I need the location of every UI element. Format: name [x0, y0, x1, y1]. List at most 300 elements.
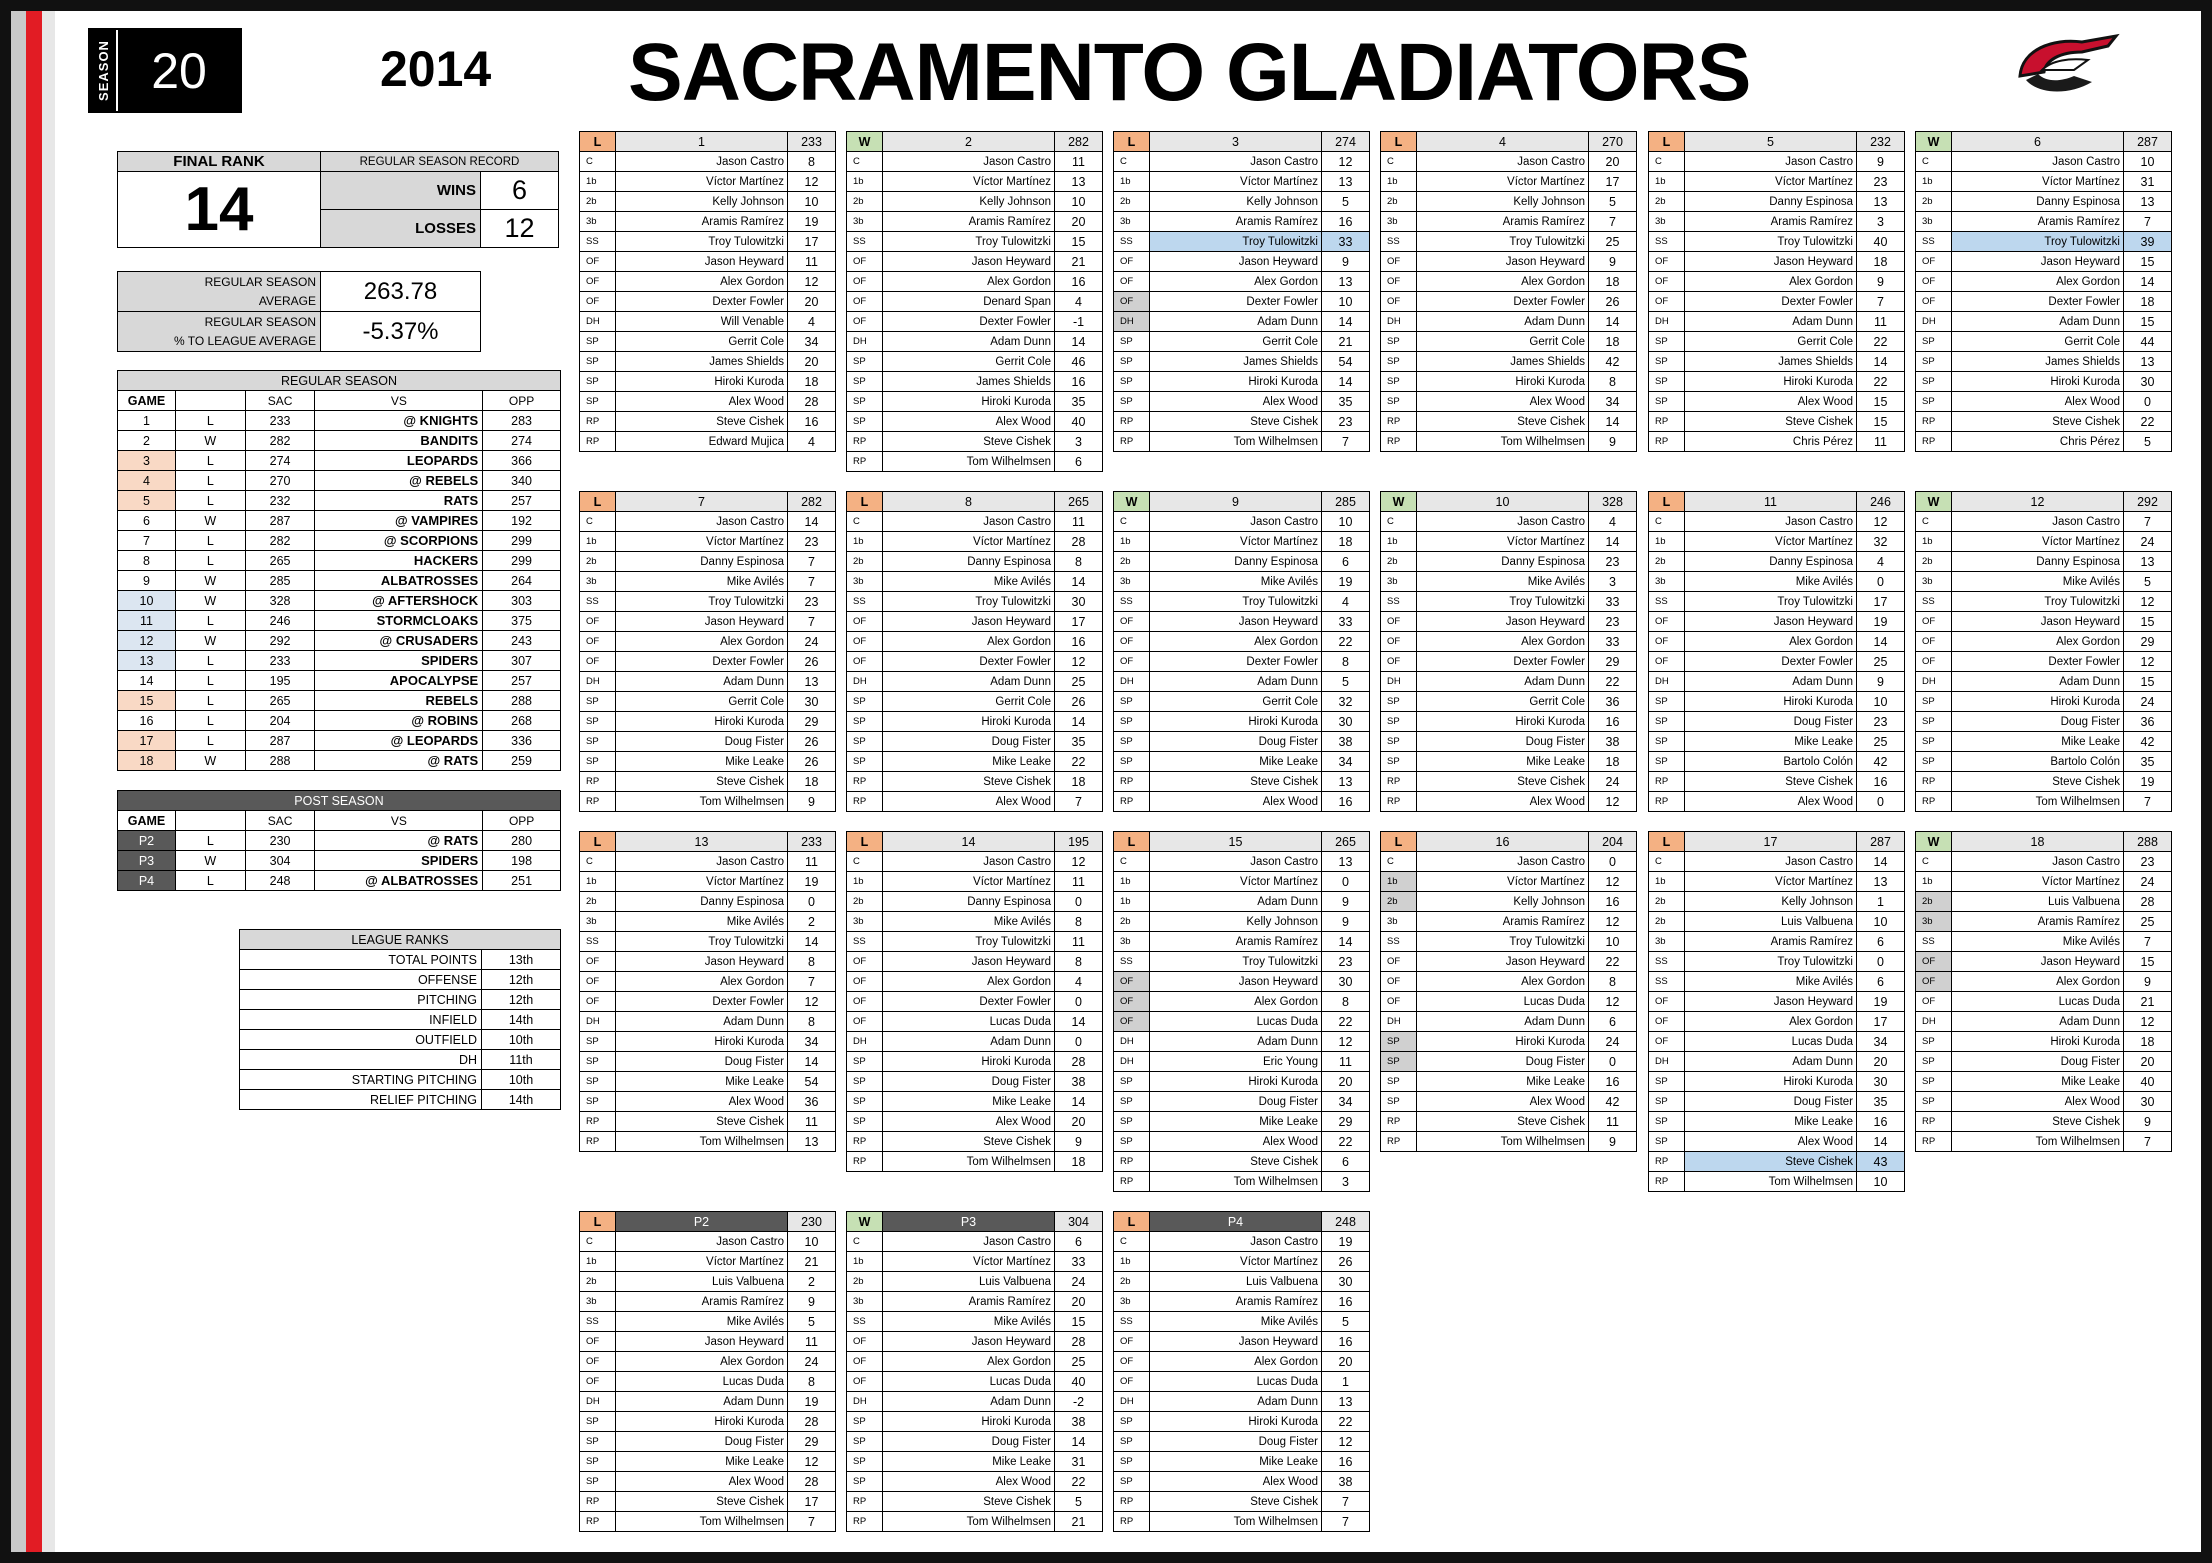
game-number: 15 — [118, 691, 176, 711]
player-position: 3b — [1114, 572, 1150, 592]
player-points: 12 — [788, 272, 836, 292]
player-position: SP — [1916, 372, 1952, 392]
sac-score: 288 — [245, 751, 315, 771]
wins-label: WINS — [321, 172, 481, 210]
player-row — [1114, 652, 1370, 672]
game-total: 304 — [1055, 1212, 1103, 1232]
player-points: 14 — [788, 1052, 836, 1072]
game-number: 6 — [118, 511, 176, 531]
player-name: Aramis Ramírez — [616, 1292, 788, 1312]
player-row — [1114, 432, 1370, 452]
player-name: James Shields — [883, 372, 1055, 392]
player-position: C — [1381, 512, 1417, 532]
player-position: SP — [1916, 712, 1952, 732]
player-points: 54 — [788, 1072, 836, 1092]
game-total: 328 — [1589, 492, 1637, 512]
player-position: OF — [1649, 992, 1685, 1012]
player-name: Danny Espinosa — [1952, 552, 2124, 572]
player-name: Danny Espinosa — [1685, 192, 1857, 212]
player-position: OF — [1916, 292, 1952, 312]
sac-score: 285 — [245, 571, 315, 591]
player-row — [580, 1112, 836, 1132]
player-name: Troy Tulowitzki — [1150, 952, 1322, 972]
player-position: 3b — [1916, 912, 1952, 932]
opp-score: 288 — [483, 691, 561, 711]
player-name: Doug Fister — [1150, 732, 1322, 752]
player-name: James Shields — [1417, 352, 1589, 372]
player-name: Aramis Ramírez — [1952, 212, 2124, 232]
player-row — [580, 752, 836, 772]
player-points: 33 — [1322, 612, 1370, 632]
game-result: W — [847, 132, 883, 152]
player-name: Dexter Fowler — [1685, 652, 1857, 672]
player-position: 3b — [847, 912, 883, 932]
player-row — [847, 1392, 1103, 1412]
player-position: SS — [1381, 592, 1417, 612]
player-points: 30 — [1322, 1272, 1370, 1292]
player-row — [1114, 1372, 1370, 1392]
player-points: 24 — [788, 632, 836, 652]
player-name: Adam Dunn — [1685, 312, 1857, 332]
player-position: OF — [1114, 272, 1150, 292]
game-number: P3 — [118, 851, 176, 871]
player-position: OF — [847, 252, 883, 272]
player-points: 14 — [788, 932, 836, 952]
player-points: 29 — [788, 1432, 836, 1452]
player-points: 20 — [1589, 152, 1637, 172]
player-points: 24 — [788, 1352, 836, 1372]
game-result: L — [175, 551, 245, 571]
player-name: Alex Gordon — [1150, 632, 1322, 652]
player-points: 11 — [1055, 152, 1103, 172]
player-row — [1114, 692, 1370, 712]
player-position: SP — [1114, 732, 1150, 752]
player-name: Jason Castro — [1150, 1232, 1322, 1252]
game-result: W — [1916, 492, 1952, 512]
game-total: 233 — [788, 832, 836, 852]
player-name: Alex Wood — [883, 1112, 1055, 1132]
player-row — [1381, 392, 1637, 412]
player-name: Alex Wood — [883, 412, 1055, 432]
rank-category: OUTFIELD — [240, 1030, 482, 1050]
player-row — [580, 712, 836, 732]
player-position: SP — [1381, 732, 1417, 752]
player-row — [1649, 1092, 1905, 1112]
player-name: Aramis Ramírez — [883, 1292, 1055, 1312]
player-name: Jason Castro — [1150, 152, 1322, 172]
player-row — [580, 872, 836, 892]
player-position: 1b — [847, 872, 883, 892]
player-points: 22 — [2124, 412, 2172, 432]
player-row — [847, 1452, 1103, 1472]
player-points: 16 — [1857, 1112, 1905, 1132]
player-name: Doug Fister — [1952, 1052, 2124, 1072]
player-points: 40 — [1857, 232, 1905, 252]
player-row — [580, 552, 836, 572]
game-number: 9 — [118, 571, 176, 591]
player-name: Hiroki Kuroda — [616, 1412, 788, 1432]
player-name: Víctor Martínez — [616, 872, 788, 892]
player-points: 7 — [2124, 1132, 2172, 1152]
player-points: 4 — [1055, 292, 1103, 312]
player-name: Doug Fister — [1150, 1432, 1322, 1452]
player-name: Alex Gordon — [1417, 272, 1589, 292]
player-name: Víctor Martínez — [1952, 532, 2124, 552]
final-rank: 14 — [118, 172, 321, 248]
regular-season-row — [118, 631, 561, 651]
player-points: 22 — [1322, 632, 1370, 652]
regular-season-row — [118, 511, 561, 531]
rank-value: 13th — [482, 950, 561, 970]
player-name: Gerrit Cole — [1417, 692, 1589, 712]
player-name: Hiroki Kuroda — [1417, 372, 1589, 392]
player-points: 9 — [1589, 252, 1637, 272]
player-name: Alex Gordon — [1952, 272, 2124, 292]
player-name: Alex Wood — [1952, 1092, 2124, 1112]
player-name: Chris Pérez — [1952, 432, 2124, 452]
player-name: Lucas Duda — [883, 1012, 1055, 1032]
player-row — [1381, 272, 1637, 292]
col-header: SAC — [245, 391, 315, 411]
player-row — [1916, 212, 2172, 232]
player-position: 2b — [847, 192, 883, 212]
player-points: 40 — [1055, 412, 1103, 432]
player-position: SS — [1649, 592, 1685, 612]
player-name: Tom Wilhelmsen — [616, 1132, 788, 1152]
player-position: OF — [1916, 952, 1952, 972]
player-position: SP — [1381, 712, 1417, 732]
player-points: 28 — [1055, 1332, 1103, 1352]
player-points: 19 — [788, 1392, 836, 1412]
player-position: OF — [580, 1332, 616, 1352]
player-row — [1649, 212, 1905, 232]
player-row — [1649, 1132, 1905, 1152]
col-header: OPP — [483, 391, 561, 411]
player-name: Bartolo Colón — [1952, 752, 2124, 772]
player-row — [1649, 192, 1905, 212]
game-number: 11 — [118, 611, 176, 631]
player-position: C — [1649, 152, 1685, 172]
opponent: @ RATS — [315, 751, 483, 771]
player-name: Troy Tulowitzki — [1417, 232, 1589, 252]
player-points: 2 — [788, 912, 836, 932]
player-row — [580, 1092, 836, 1112]
game-number: 18 — [1952, 832, 2124, 852]
player-points: 34 — [1857, 1032, 1905, 1052]
player-position: C — [1649, 852, 1685, 872]
player-points: 38 — [1055, 1412, 1103, 1432]
player-name: Lucas Duda — [1952, 992, 2124, 1012]
player-row — [847, 1492, 1103, 1512]
player-points: 12 — [1857, 512, 1905, 532]
player-position: 2b — [580, 192, 616, 212]
player-points: 29 — [788, 712, 836, 732]
player-row — [1114, 292, 1370, 312]
player-row — [580, 572, 836, 592]
player-position: 3b — [1381, 572, 1417, 592]
player-points: 38 — [1322, 732, 1370, 752]
player-points: 30 — [788, 692, 836, 712]
player-name: Gerrit Cole — [1952, 332, 2124, 352]
player-name: Doug Fister — [1685, 1092, 1857, 1112]
player-points: 14 — [1857, 1132, 1905, 1152]
player-row — [1381, 632, 1637, 652]
player-row — [847, 532, 1103, 552]
game-total: 232 — [1857, 132, 1905, 152]
rank-category: STARTING PITCHING — [240, 1070, 482, 1090]
player-position: OF — [580, 992, 616, 1012]
league-rank-row — [240, 990, 561, 1010]
player-points: 9 — [1857, 272, 1905, 292]
player-position: SS — [847, 592, 883, 612]
player-points: 9 — [1589, 432, 1637, 452]
regular-season-row — [118, 611, 561, 631]
game-total: 230 — [788, 1212, 836, 1232]
player-points: 8 — [1055, 912, 1103, 932]
player-name: Jason Castro — [883, 852, 1055, 872]
game-number: 13 — [118, 651, 176, 671]
game-total: 265 — [1055, 492, 1103, 512]
player-position: OF — [1381, 952, 1417, 972]
player-points: 21 — [788, 1252, 836, 1272]
player-position: OF — [1381, 252, 1417, 272]
player-points: 7 — [1857, 292, 1905, 312]
player-points: 18 — [788, 772, 836, 792]
player-name: Alex Gordon — [616, 632, 788, 652]
player-points: 11 — [1857, 312, 1905, 332]
player-row — [580, 412, 836, 432]
regular-season-row — [118, 591, 561, 611]
player-points: 22 — [1322, 1012, 1370, 1032]
player-points: 33 — [1055, 1252, 1103, 1272]
player-points: 10 — [1857, 1172, 1905, 1192]
player-position: OF — [847, 312, 883, 332]
player-row — [847, 1092, 1103, 1112]
player-row — [847, 712, 1103, 732]
player-points: 20 — [1055, 1112, 1103, 1132]
player-points: 0 — [1055, 992, 1103, 1012]
player-position: C — [847, 1232, 883, 1252]
player-row — [847, 232, 1103, 252]
player-position: 1b — [580, 872, 616, 892]
player-name: Mike Leake — [1150, 1112, 1322, 1132]
player-position: RP — [580, 432, 616, 452]
player-name: Mike Leake — [1150, 1452, 1322, 1472]
player-name: Steve Cishek — [1150, 412, 1322, 432]
player-position: RP — [1381, 1132, 1417, 1152]
player-points: 38 — [1055, 1072, 1103, 1092]
player-points: 25 — [2124, 912, 2172, 932]
league-rank-row — [240, 1070, 561, 1090]
player-row — [1114, 1452, 1370, 1472]
player-position: OF — [1916, 612, 1952, 632]
player-position: SP — [847, 712, 883, 732]
opp-score: 336 — [483, 731, 561, 751]
player-name: Luis Valbuena — [1685, 912, 1857, 932]
player-row — [1649, 412, 1905, 432]
season-badge — [88, 28, 242, 113]
player-row — [1114, 572, 1370, 592]
player-row — [1381, 652, 1637, 672]
player-row — [847, 172, 1103, 192]
player-row — [1381, 692, 1637, 712]
player-row — [1381, 852, 1637, 872]
player-points: 7 — [1055, 792, 1103, 812]
opp-score: 299 — [483, 551, 561, 571]
player-position: RP — [1649, 412, 1685, 432]
player-position: OF — [1114, 1372, 1150, 1392]
player-row — [1916, 1132, 2172, 1152]
player-position: SP — [1114, 712, 1150, 732]
player-points: 21 — [2124, 992, 2172, 1012]
player-position: RP — [1381, 792, 1417, 812]
player-points: 15 — [2124, 612, 2172, 632]
player-name: Adam Dunn — [1417, 1012, 1589, 1032]
player-position: 2b — [580, 1272, 616, 1292]
game-number: 1 — [118, 411, 176, 431]
player-points: 8 — [1055, 552, 1103, 572]
player-name: Adam Dunn — [1150, 1392, 1322, 1412]
player-points: 12 — [1589, 792, 1637, 812]
player-name: Dexter Fowler — [616, 992, 788, 1012]
avg-label-1: REGULAR SEASON — [204, 274, 316, 289]
sac-score: 195 — [245, 671, 315, 691]
player-points: 4 — [1322, 592, 1370, 612]
player-points: 10 — [1857, 912, 1905, 932]
player-position: 1b — [847, 1252, 883, 1272]
player-points: 21 — [1055, 1512, 1103, 1532]
player-points: 15 — [2124, 672, 2172, 692]
player-position: SP — [1381, 1052, 1417, 1072]
player-points: 19 — [1857, 992, 1905, 1012]
player-points: 25 — [1055, 1352, 1103, 1372]
player-position: SP — [1114, 352, 1150, 372]
player-name: Mike Avilés — [1150, 572, 1322, 592]
game-total: 282 — [788, 492, 836, 512]
player-row — [1649, 912, 1905, 932]
league-ranks-title: LEAGUE RANKS — [240, 930, 561, 950]
player-name: Steve Cishek — [1952, 772, 2124, 792]
sac-score: 287 — [245, 511, 315, 531]
player-points: 44 — [2124, 332, 2172, 352]
player-points: 7 — [1322, 1492, 1370, 1512]
player-row — [847, 1472, 1103, 1492]
player-position: C — [580, 852, 616, 872]
player-points: 22 — [1055, 1472, 1103, 1492]
player-points: 14 — [1055, 1432, 1103, 1452]
player-points: 11 — [1055, 512, 1103, 532]
player-row — [1649, 532, 1905, 552]
player-points: 14 — [1055, 572, 1103, 592]
player-position: OF — [1114, 972, 1150, 992]
player-name: Troy Tulowitzki — [1952, 232, 2124, 252]
player-row — [1916, 972, 2172, 992]
player-position: SP — [847, 392, 883, 412]
player-position: SP — [580, 352, 616, 372]
player-position: SS — [1114, 232, 1150, 252]
player-name: Hiroki Kuroda — [1150, 1412, 1322, 1432]
game-number: 2 — [883, 132, 1055, 152]
player-name: Danny Espinosa — [1417, 552, 1589, 572]
player-points: 22 — [1322, 1412, 1370, 1432]
player-points: 46 — [1055, 352, 1103, 372]
player-points: 32 — [1322, 692, 1370, 712]
game-box — [846, 491, 1103, 812]
player-row — [1649, 332, 1905, 352]
player-position: SP — [580, 1092, 616, 1112]
player-name: Hiroki Kuroda — [1150, 1072, 1322, 1092]
player-name: Aramis Ramírez — [883, 212, 1055, 232]
player-row — [847, 352, 1103, 372]
player-points: 20 — [1055, 212, 1103, 232]
player-name: Alex Wood — [1417, 1092, 1589, 1112]
player-name: Jason Heyward — [616, 952, 788, 972]
player-position: 3b — [1916, 212, 1952, 232]
player-position: RP — [1649, 432, 1685, 452]
player-name: Hiroki Kuroda — [1417, 1032, 1589, 1052]
player-points: 5 — [1322, 192, 1370, 212]
player-points: 16 — [1055, 372, 1103, 392]
player-row — [1381, 312, 1637, 332]
game-number: 12 — [1952, 492, 2124, 512]
player-points: 10 — [2124, 152, 2172, 172]
player-name: Alex Wood — [1150, 792, 1322, 812]
player-position: 2b — [580, 892, 616, 912]
player-row — [1649, 1112, 1905, 1132]
player-name: Gerrit Cole — [1150, 692, 1322, 712]
player-points: 19 — [1857, 612, 1905, 632]
player-name: Hiroki Kuroda — [1417, 712, 1589, 732]
player-row — [1649, 552, 1905, 572]
player-position: 1b — [847, 532, 883, 552]
player-position: 2b — [847, 892, 883, 912]
player-points: 36 — [2124, 712, 2172, 732]
player-row — [580, 1432, 836, 1452]
player-row — [580, 912, 836, 932]
game-result: L — [1114, 1212, 1150, 1232]
player-position: SP — [1649, 1092, 1685, 1112]
player-points: 18 — [1322, 532, 1370, 552]
player-row — [847, 1412, 1103, 1432]
player-points: 16 — [1322, 1452, 1370, 1472]
opp-score: 283 — [483, 411, 561, 431]
player-row — [1649, 752, 1905, 772]
sac-score: 328 — [245, 591, 315, 611]
player-points: 16 — [1322, 1332, 1370, 1352]
player-position: SP — [1916, 392, 1952, 412]
player-points: 12 — [2124, 592, 2172, 612]
player-position: SS — [1114, 592, 1150, 612]
player-position: 3b — [1649, 932, 1685, 952]
player-row — [1381, 932, 1637, 952]
player-position: 3b — [580, 212, 616, 232]
player-name: Jason Castro — [883, 152, 1055, 172]
regular-season-row — [118, 531, 561, 551]
player-row — [1916, 952, 2172, 972]
player-row — [1649, 612, 1905, 632]
player-points: 28 — [788, 1412, 836, 1432]
player-row — [847, 1132, 1103, 1152]
player-row — [1649, 292, 1905, 312]
player-row — [847, 1292, 1103, 1312]
avg-label-2: AVERAGE — [258, 293, 316, 308]
player-position: RP — [1381, 1112, 1417, 1132]
player-position: 3b — [1381, 212, 1417, 232]
player-name: Víctor Martínez — [616, 1252, 788, 1272]
player-row — [847, 652, 1103, 672]
player-name: Danny Espinosa — [1150, 552, 1322, 572]
game-box — [1915, 831, 2172, 1152]
